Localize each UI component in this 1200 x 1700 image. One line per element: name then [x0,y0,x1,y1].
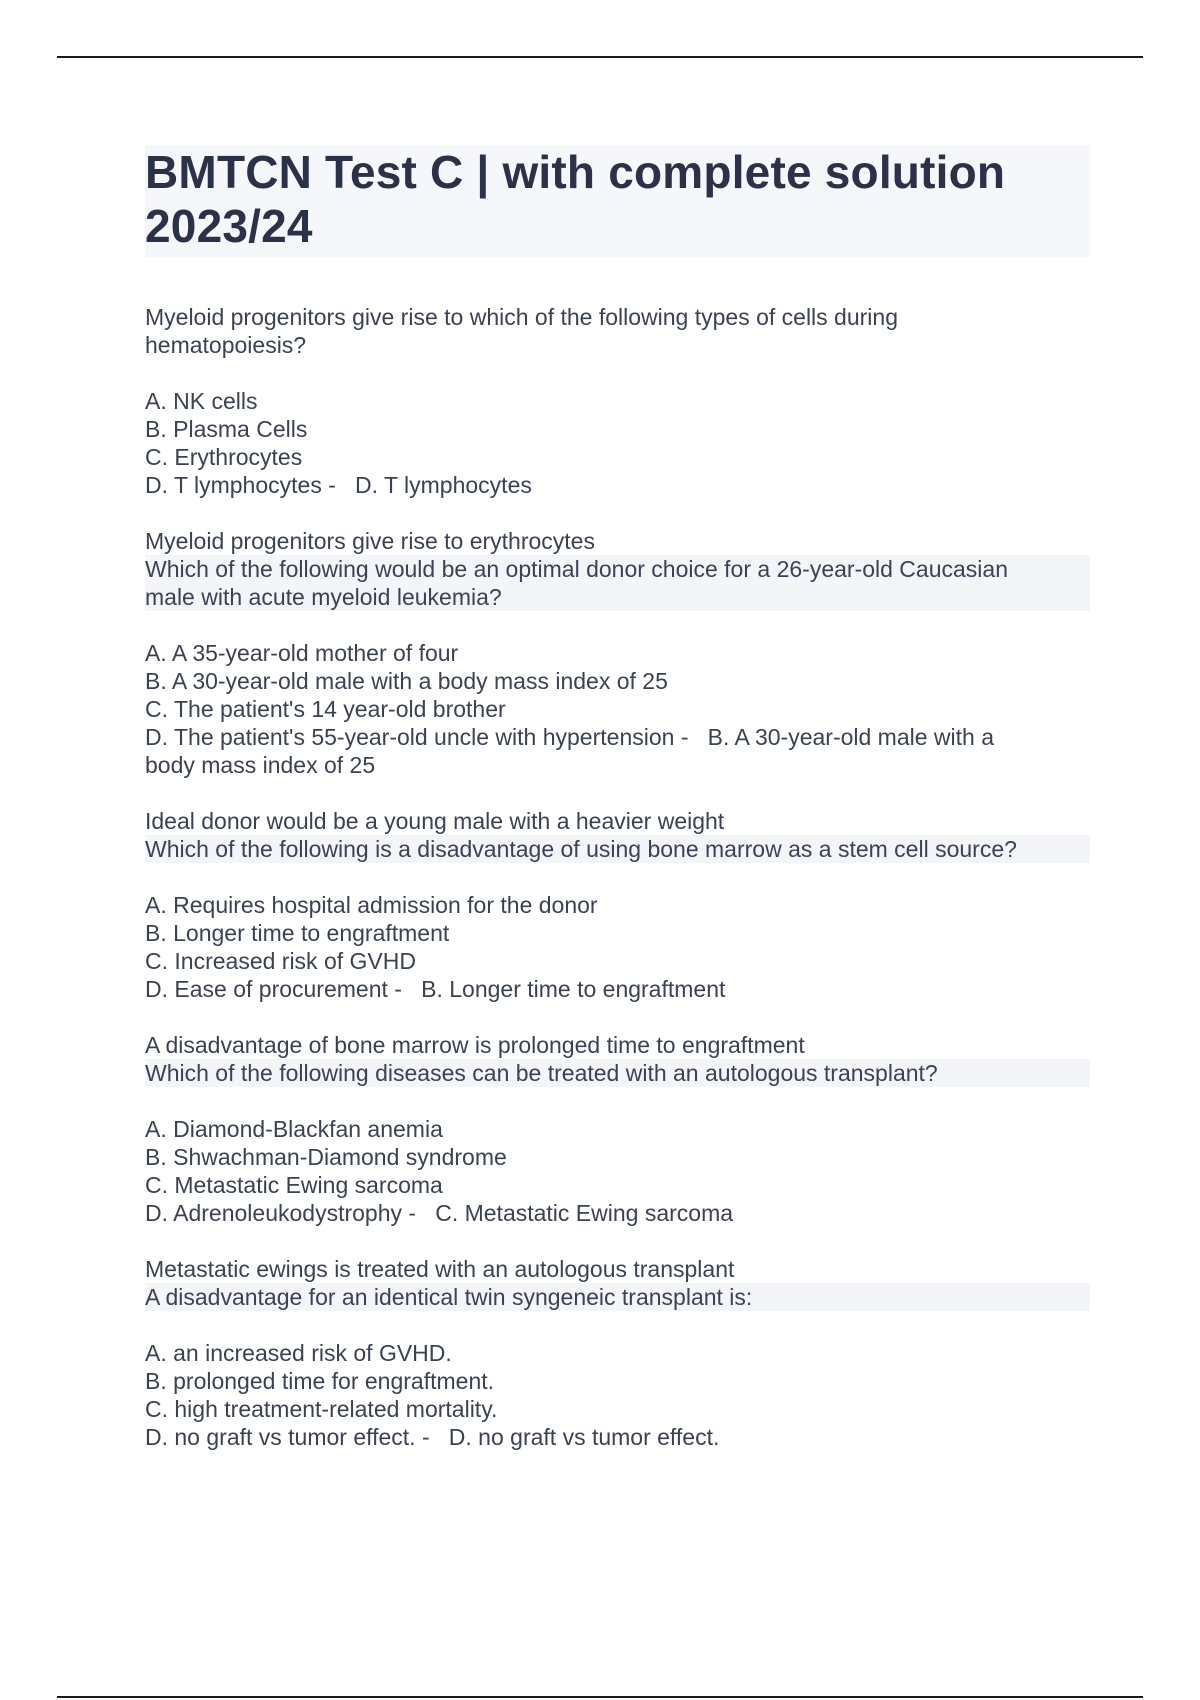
question-line: Myeloid progenitors give rise to which of the following types of cells during [145,304,898,330]
qa-block-5 [145,1255,1090,1451]
qa-block-4 [145,1031,1090,1227]
option-line: A. NK cells [145,388,258,414]
option-line: C. Increased risk of GVHD [145,948,416,974]
option-answer-line: D. no graft vs tumor effect. - D. no graft vs tumor effect. [145,1424,720,1450]
option-line: C. Erythrocytes [145,444,303,470]
option-line: B. Shwachman-Diamond syndrome [145,1144,507,1170]
explanation-line: Myeloid progenitors give rise to erythrocytes [145,528,595,554]
question-line: male with acute myeloid leukemia? [145,583,1090,611]
option-line: B. Longer time to engraftment [145,920,450,946]
top-rule [57,56,1143,58]
page-title: BMTCN Test C | with complete solution 2023/24 [145,146,1006,252]
question-line: hematopoiesis? [145,332,307,358]
qa-list [145,303,1090,1451]
option-answer-line: D. Adrenoleukodystrophy - C. Metastatic Ewing sarcoma [145,1200,734,1226]
qa-block-3 [145,807,1090,1003]
option-answer-line: D. The patient's 55-year-old uncle with hypertension - B. A 30-year-old male with a [145,724,995,750]
explanation-line: Metastatic ewings is treated with an autologous transplant [145,1256,735,1282]
option-answer-line: D. T lymphocytes - D. T lymphocytes [145,472,532,498]
question-line: A disadvantage for an identical twin syngeneic transplant is: [145,1283,1090,1311]
qa-block-1 [145,303,1090,499]
option-line: A. A 35-year-old mother of four [145,640,459,666]
document-body [145,145,1090,1479]
question-line: Which of the following diseases can be treated with an autologous transplant? [145,1059,1090,1087]
option-line: A. Requires hospital admission for the donor [145,892,598,918]
title-box [145,145,1090,257]
option-answer-line: D. Ease of procurement - B. Longer time to engraftment [145,976,726,1002]
explanation-line: A disadvantage of bone marrow is prolonged time to engraftment [145,1032,805,1058]
option-line: A. Diamond-Blackfan anemia [145,1116,443,1142]
question-line: Which of the following would be an optimal donor choice for a 26-year-old Caucasian [145,555,1090,583]
option-line: B. prolonged time for engraftment. [145,1368,495,1394]
option-line: B. A 30-year-old male with a body mass index of 25 [145,668,668,694]
option-line: C. The patient's 14 year-old brother [145,696,506,722]
option-line: C. Metastatic Ewing sarcoma [145,1172,443,1198]
option-line: A. an increased risk of GVHD. [145,1340,452,1366]
explanation-line: Ideal donor would be a young male with a heavier weight [145,808,725,834]
bottom-rule [57,1696,1143,1698]
question-line: Which of the following is a disadvantage of using bone marrow as a stem cell source? [145,835,1090,863]
qa-block-2 [145,527,1090,779]
option-line: B. Plasma Cells [145,416,308,442]
option-line: C. high treatment-related mortality. [145,1396,498,1422]
option-answer-line: body mass index of 25 [145,752,376,778]
